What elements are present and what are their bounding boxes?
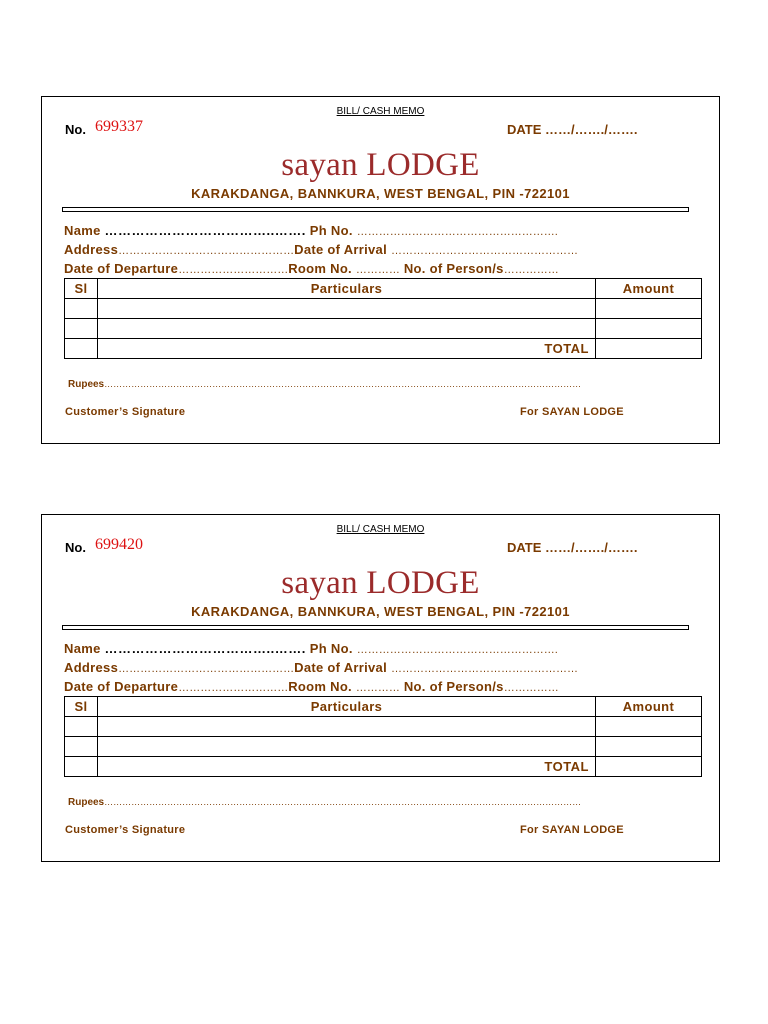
phone-label: Ph No. bbox=[309, 223, 353, 238]
persons-label: No. of Person/s bbox=[403, 261, 504, 276]
cash-memo-form bbox=[41, 96, 720, 444]
cash-memo-form bbox=[41, 514, 720, 862]
total-amount-cell[interactable] bbox=[596, 339, 702, 359]
total-row bbox=[65, 757, 702, 777]
rupees-field[interactable]: …………………………………………………………………………………………………………………………………………… bbox=[104, 797, 582, 807]
arrival-field[interactable]: …………………………………………… bbox=[390, 663, 578, 675]
sl-cell[interactable] bbox=[65, 339, 98, 359]
departure-field[interactable]: ………………………… bbox=[178, 264, 289, 276]
departure-row bbox=[64, 261, 559, 276]
address-field[interactable]: ………………………………………… bbox=[118, 663, 295, 675]
room-field[interactable]: ………… bbox=[355, 264, 400, 276]
persons-field[interactable]: …………… bbox=[503, 682, 559, 694]
col-amount-header: Amount bbox=[596, 697, 702, 717]
sl-cell[interactable] bbox=[65, 737, 98, 757]
name-row bbox=[64, 641, 558, 656]
persons-field[interactable]: …………… bbox=[503, 264, 559, 276]
total-label: TOTAL bbox=[98, 339, 596, 359]
rupees-label: Rupees bbox=[68, 379, 105, 390]
rupees-field[interactable]: …………………………………………………………………………………………………………………………………………… bbox=[104, 379, 582, 389]
date-field[interactable]: DATE ……/……./……. bbox=[507, 122, 638, 137]
persons-label: No. of Person/s bbox=[403, 679, 504, 694]
amount-cell[interactable] bbox=[596, 737, 702, 757]
bill-number-value: 699337 bbox=[95, 118, 143, 135]
memo-heading: BILL/ CASH MEMO bbox=[336, 524, 425, 535]
rupees-row bbox=[68, 379, 581, 390]
name-label: Name bbox=[64, 641, 101, 656]
col-particulars-header: Particulars bbox=[98, 697, 596, 717]
total-row bbox=[65, 339, 702, 359]
rupees-row bbox=[68, 797, 581, 808]
lodge-address: KARAKDANGA, BANNKURA, WEST BENGAL, PIN -722101 bbox=[191, 186, 570, 201]
memo-heading: BILL/ CASH MEMO bbox=[336, 106, 425, 117]
table-header-row bbox=[65, 279, 702, 299]
particulars-table bbox=[64, 278, 702, 359]
col-sl-header: Sl bbox=[65, 697, 98, 717]
for-lodge-label: For SAYAN LODGE bbox=[520, 824, 624, 836]
address-label: Address bbox=[64, 660, 119, 675]
customer-signature-label: Customer’s Signature bbox=[65, 406, 186, 418]
phone-label: Ph No. bbox=[309, 641, 353, 656]
amount-cell[interactable] bbox=[596, 319, 702, 339]
sl-cell[interactable] bbox=[65, 299, 98, 319]
divider bbox=[62, 625, 689, 630]
address-field[interactable]: ………………………………………… bbox=[118, 245, 295, 257]
phone-field[interactable]: ………………………………………………. bbox=[356, 644, 558, 656]
customer-signature-label: Customer’s Signature bbox=[65, 824, 186, 836]
lodge-name: sayan LODGE bbox=[281, 565, 480, 601]
room-field[interactable]: ………… bbox=[355, 682, 400, 694]
particulars-table bbox=[64, 696, 702, 777]
departure-label: Date of Departure bbox=[64, 261, 179, 276]
bill-number-value: 699420 bbox=[95, 536, 143, 553]
date-field[interactable]: DATE ……/……./……. bbox=[507, 540, 638, 555]
departure-field[interactable]: ………………………… bbox=[178, 682, 289, 694]
table-row bbox=[65, 737, 702, 757]
sl-cell[interactable] bbox=[65, 717, 98, 737]
departure-row bbox=[64, 679, 559, 694]
total-amount-cell[interactable] bbox=[596, 757, 702, 777]
table-row bbox=[65, 717, 702, 737]
sl-cell[interactable] bbox=[65, 319, 98, 339]
departure-label: Date of Departure bbox=[64, 679, 179, 694]
col-amount-header: Amount bbox=[596, 279, 702, 299]
col-particulars-header: Particulars bbox=[98, 279, 596, 299]
address-row bbox=[64, 660, 578, 675]
name-field[interactable]: ………………………………..……. bbox=[104, 223, 306, 238]
divider bbox=[62, 207, 689, 212]
room-label: Room No. bbox=[288, 261, 352, 276]
bill-number-label: No. bbox=[65, 540, 86, 555]
particulars-cell[interactable] bbox=[98, 319, 596, 339]
lodge-address: KARAKDANGA, BANNKURA, WEST BENGAL, PIN -722101 bbox=[191, 604, 570, 619]
table-row bbox=[65, 319, 702, 339]
table-row bbox=[65, 299, 702, 319]
amount-cell[interactable] bbox=[596, 299, 702, 319]
for-lodge-label: For SAYAN LODGE bbox=[520, 406, 624, 418]
address-row bbox=[64, 242, 578, 257]
total-label: TOTAL bbox=[98, 757, 596, 777]
amount-cell[interactable] bbox=[596, 717, 702, 737]
phone-field[interactable]: ………………………………………………. bbox=[356, 226, 558, 238]
particulars-cell[interactable] bbox=[98, 299, 596, 319]
name-row bbox=[64, 223, 558, 238]
col-sl-header: Sl bbox=[65, 279, 98, 299]
sl-cell[interactable] bbox=[65, 757, 98, 777]
name-field[interactable]: ………………………………..……. bbox=[104, 641, 306, 656]
bill-number-label: No. bbox=[65, 122, 86, 137]
address-label: Address bbox=[64, 242, 119, 257]
arrival-label: Date of Arrival bbox=[294, 660, 388, 675]
particulars-cell[interactable] bbox=[98, 737, 596, 757]
arrival-field[interactable]: …………………………………………… bbox=[390, 245, 578, 257]
name-label: Name bbox=[64, 223, 101, 238]
particulars-cell[interactable] bbox=[98, 717, 596, 737]
lodge-name: sayan LODGE bbox=[281, 147, 480, 183]
table-header-row bbox=[65, 697, 702, 717]
rupees-label: Rupees bbox=[68, 797, 105, 808]
arrival-label: Date of Arrival bbox=[294, 242, 388, 257]
room-label: Room No. bbox=[288, 679, 352, 694]
